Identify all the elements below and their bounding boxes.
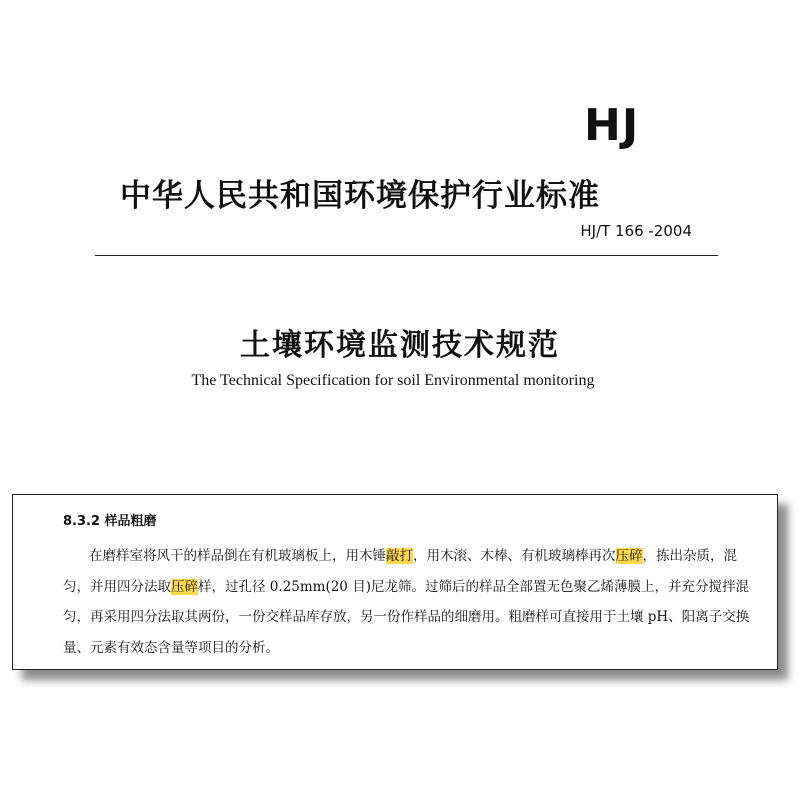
paragraph-text: 在磨样室将风干的样品倒在有机玻璃板上，用木锤 xyxy=(89,548,386,564)
document-title-en: The Technical Specification for soil Environmental monitoring xyxy=(191,372,595,389)
section-paragraph xyxy=(63,541,757,663)
header-rule xyxy=(95,255,718,256)
section-heading: 8.3.2 样品粗磨 xyxy=(63,514,157,529)
excerpt-box xyxy=(12,494,778,670)
document-title-zh: 土壤环境监测技术规范 xyxy=(240,328,560,363)
highlighted-term: 压碎 xyxy=(615,548,643,564)
paragraph-text: ，用木滚、木棒、有机玻璃棒再次 xyxy=(413,548,616,564)
standard-code: HJ/T 166 -2004 xyxy=(580,222,692,240)
highlighted-term: 压碎 xyxy=(171,578,198,595)
paragraph-text: 样，过孔径 0.25mm(20 目)尼龙筛。过筛后的样品全部置无色聚乙烯薄膜上，并充分搅拌混匀，再采用四分法取其两份，一份交样品库存放，另一份作样品的细磨用。粗磨样可直接用于土壤 pH、阳离子交换量、元素有效态含量等项目的分析。 xyxy=(63,578,750,656)
highlighted-term: 敲打 xyxy=(386,548,413,564)
standard-category: 中华人民共和国环境保护行业标准 xyxy=(120,178,600,214)
paragraph-text: ，拣出杂质，混匀，并用四分法取 xyxy=(63,548,737,595)
standard-mark: HJ xyxy=(584,100,640,151)
